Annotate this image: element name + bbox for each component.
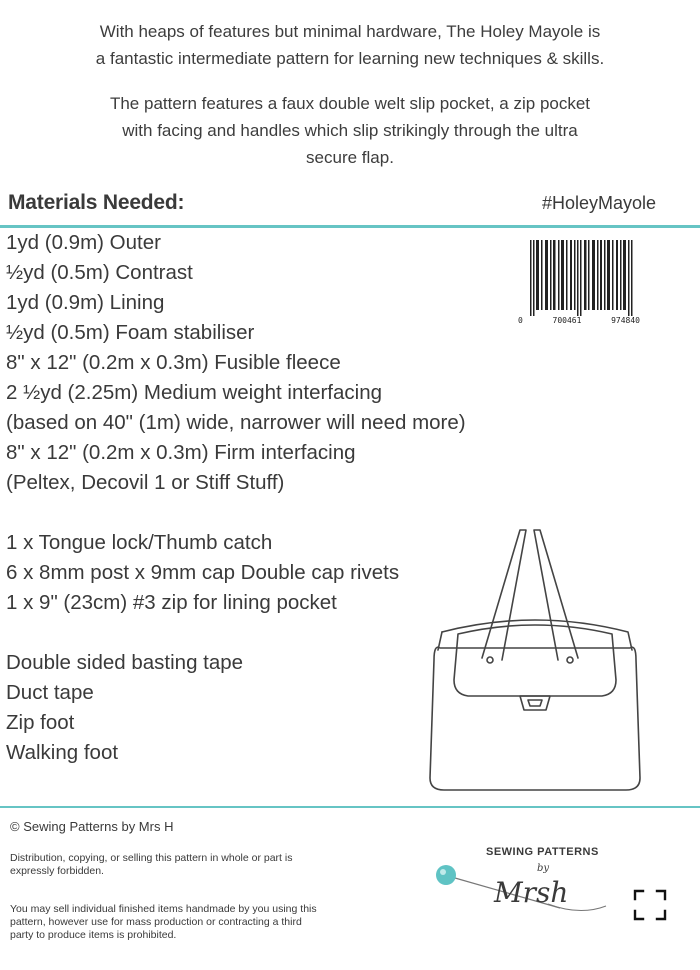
barcode [518, 240, 640, 326]
notice-line: You may sell individual finished items handmade by you using this [10, 903, 317, 915]
material-item: (based on 40" (1m) wide, narrower will need more) [6, 411, 466, 434]
material-item: 1yd (0.9m) Outer [6, 231, 161, 254]
material-item: (Peltex, Decovil 1 or Stiff Stuff) [6, 471, 285, 494]
logo-script: Mrsh [494, 876, 569, 909]
distribution-notice [10, 852, 420, 878]
divider-bottom [0, 806, 700, 808]
materials-heading: Materials Needed: [8, 191, 185, 214]
tool-item: Double sided basting tape [6, 651, 244, 674]
material-item: ½yd (0.5m) Foam stabiliser [6, 321, 255, 344]
logo-title: SEWING PATTERNS [486, 846, 599, 858]
notice-line: party to produce items is prohibited. [10, 929, 177, 941]
notice-line: Distribution, copying, or selling this pattern in whole or part is [10, 852, 293, 864]
notice-line: expressly forbidden. [10, 865, 104, 877]
tool-item: Duct tape [6, 681, 94, 704]
intro-line: with facing and handles which slip strikingly through the ultra [122, 121, 578, 140]
tool-item: Zip foot [6, 711, 75, 734]
materials-header [8, 186, 656, 220]
logo-by: by [537, 863, 550, 874]
barcode-digits [518, 314, 640, 326]
material-item: ½yd (0.5m) Contrast [6, 261, 193, 284]
material-item: 2 ½yd (2.25m) Medium weight interfacing [6, 381, 383, 404]
copyright: © Sewing Patterns by Mrs H [10, 819, 174, 834]
material-item: 8" x 12" (0.2m x 0.3m) Fusible fleece [6, 351, 341, 374]
fullscreen-expand-icon[interactable] [632, 888, 668, 922]
intro-line: With heaps of features but minimal hardware, The Holey Mayole is [99, 22, 601, 41]
intro-text [0, 18, 700, 171]
barcode-digit: 974840 [611, 315, 640, 325]
notice-line: pattern, however use for mass production or contracting a third [10, 916, 302, 928]
intro-line: The pattern features a faux double welt slip pocket, a zip pocket [109, 94, 591, 113]
hardware-item: 6 x 8mm post x 9mm cap Double cap rivets [6, 561, 400, 584]
material-item: 8" x 12" (0.2m x 0.3m) Firm interfacing [6, 441, 356, 464]
barcode-bars [518, 240, 640, 316]
barcode-digit: 700461 [552, 315, 582, 325]
tool-item: Walking foot [6, 741, 119, 764]
intro-line: secure flap. [306, 148, 394, 167]
hardware-item: 1 x Tongue lock/Thumb catch [6, 531, 273, 554]
intro-line: a fantastic intermediate pattern for learning new techniques & skills. [95, 49, 605, 68]
hashtag: #HoleyMayole [541, 192, 656, 213]
barcode-digit: 0 [518, 315, 523, 325]
material-item: 1yd (0.9m) Lining [6, 291, 165, 314]
hardware-item: 1 x 9" (23cm) #3 zip for lining pocket [6, 591, 337, 614]
bag-illustration [420, 520, 650, 810]
brand-logo [430, 840, 630, 935]
resale-notice [10, 903, 420, 942]
